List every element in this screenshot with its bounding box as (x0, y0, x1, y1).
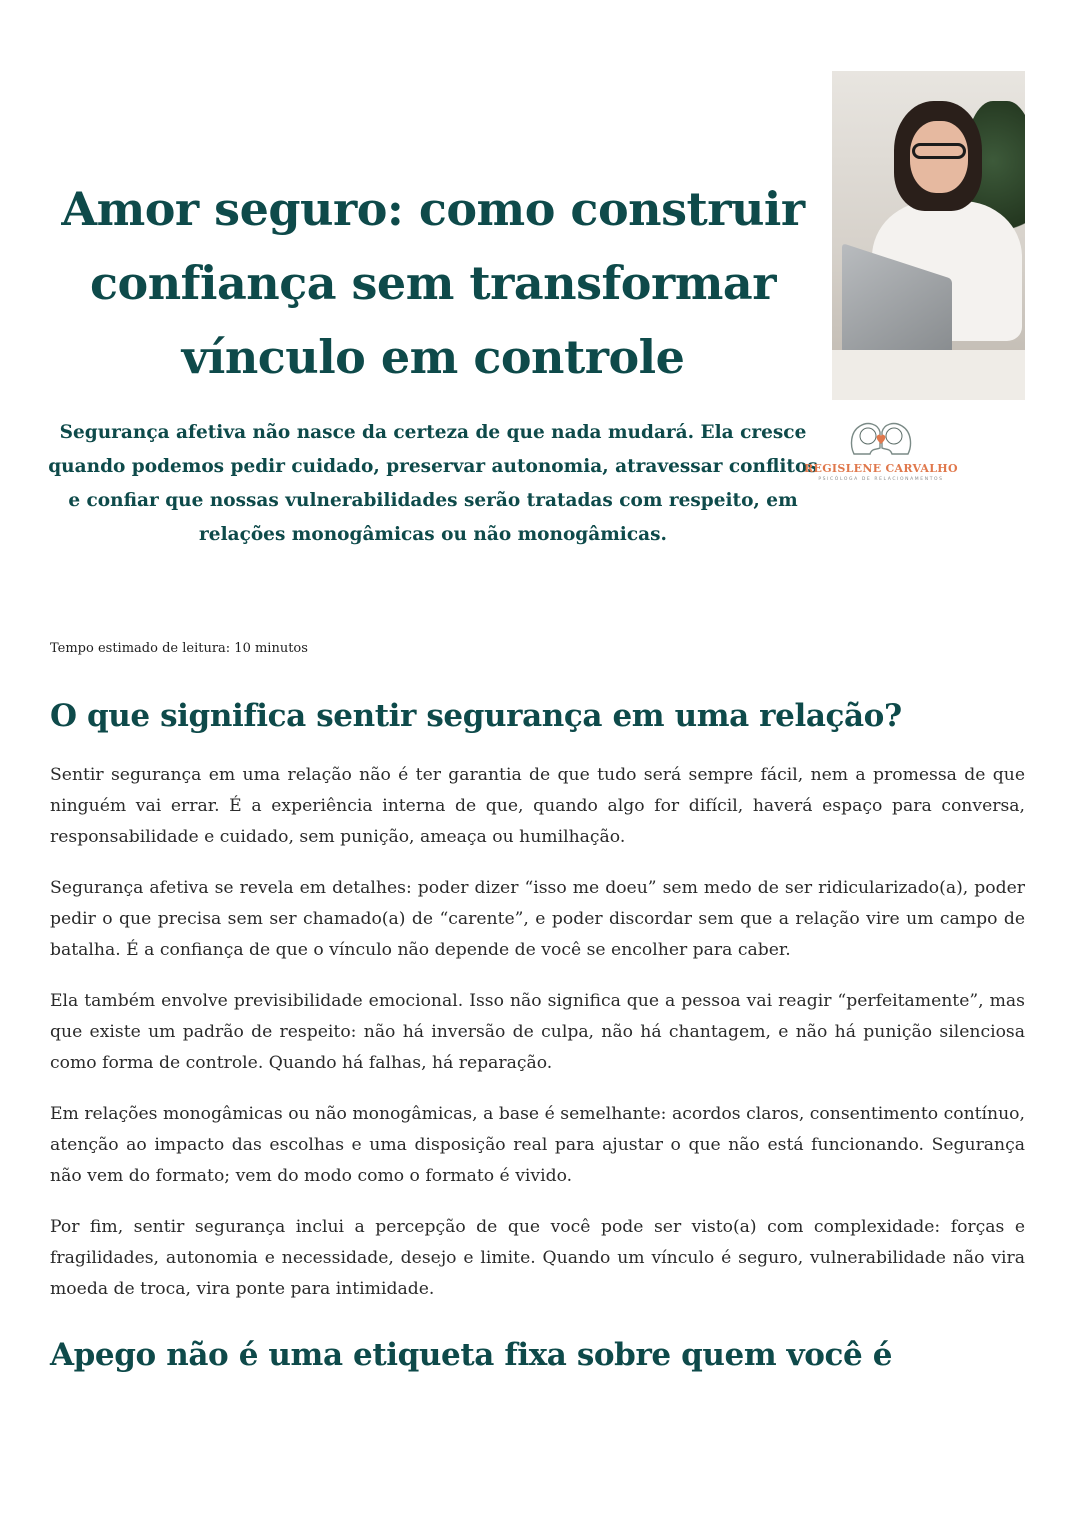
section-heading: O que significa sentir segurança em uma relação? (50, 698, 902, 734)
logo-tagline: PSICÓLOGA DE RELACIONAMENTOS (818, 477, 944, 482)
paragraph: Ela também envolve previsibilidade emocional. Isso não significa que a pessoa vai reagir “perfeitamente”, mas que existe um padrão de respeito: não há inversão de culpa, não há chantagem, e não há punição silenciosa como forma de controle. Quando há falhas, há reparação. (50, 991, 1025, 1073)
author-photo (832, 71, 1025, 400)
brand-logo (800, 418, 962, 488)
paragraph: Segurança afetiva se revela em detalhes: poder dizer “isso me doeu” sem medo de ser ridicularizado(a), poder pedir o que precisa sem ser chamado(a) de “carente”, e poder discordar sem que a relação vire um campo de batalha. É a confiança de que o vínculo não depende de você se encolher para caber. (50, 878, 1025, 960)
article-title (48, 172, 818, 394)
logo-name: REGISLENE CARVALHO (804, 462, 958, 475)
section-heading: Apego não é uma etiqueta fixa sobre quem você é (50, 1337, 893, 1373)
title-line: confiança sem transformar (90, 256, 776, 310)
paragraph: Por fim, sentir segurança inclui a percepção de que você pode ser visto(a) com complexidade: forças e fragilidades, autonomia e necessidade, desejo e limite. Quando um vínculo é seguro, vulnerabilidade não vira moeda de troca, vira ponte para intimidade. (50, 1217, 1025, 1299)
heads-logo-icon (846, 418, 916, 458)
reading-time: Tempo estimado de leitura: 10 minutos (50, 641, 308, 656)
paragraph: Sentir segurança em uma relação não é ter garantia de que tudo será sempre fácil, nem a promessa de que ninguém vai errar. É a experiência interna de que, quando algo for difícil, haverá espaço para conversa, responsabilidade e cuidado, sem punição, ameaça ou humilhação. (50, 765, 1025, 847)
paragraph: Em relações monogâmicas ou não monogâmicas, a base é semelhante: acordos claros, consentimento contínuo, atenção ao impacto das escolhas e uma disposição real para ajustar o que não está funcionando. Segurança não vem do formato; vem do modo como o formato é vivido. (50, 1104, 1025, 1186)
article-subtitle: Segurança afetiva não nasce da certeza de que nada mudará. Ela cresce quando podemos pedir cuidado, preservar autonomia, atravessar conflitos e confiar que nossas vulnerabilidades serão tratadas com respeito, em relações monogâmicas ou não monogâmicas. (48, 422, 818, 545)
article-body (50, 690, 1025, 1381)
title-line: vínculo em controle (181, 330, 685, 384)
title-block (48, 172, 818, 552)
title-line: Amor seguro: como construir (61, 182, 805, 236)
